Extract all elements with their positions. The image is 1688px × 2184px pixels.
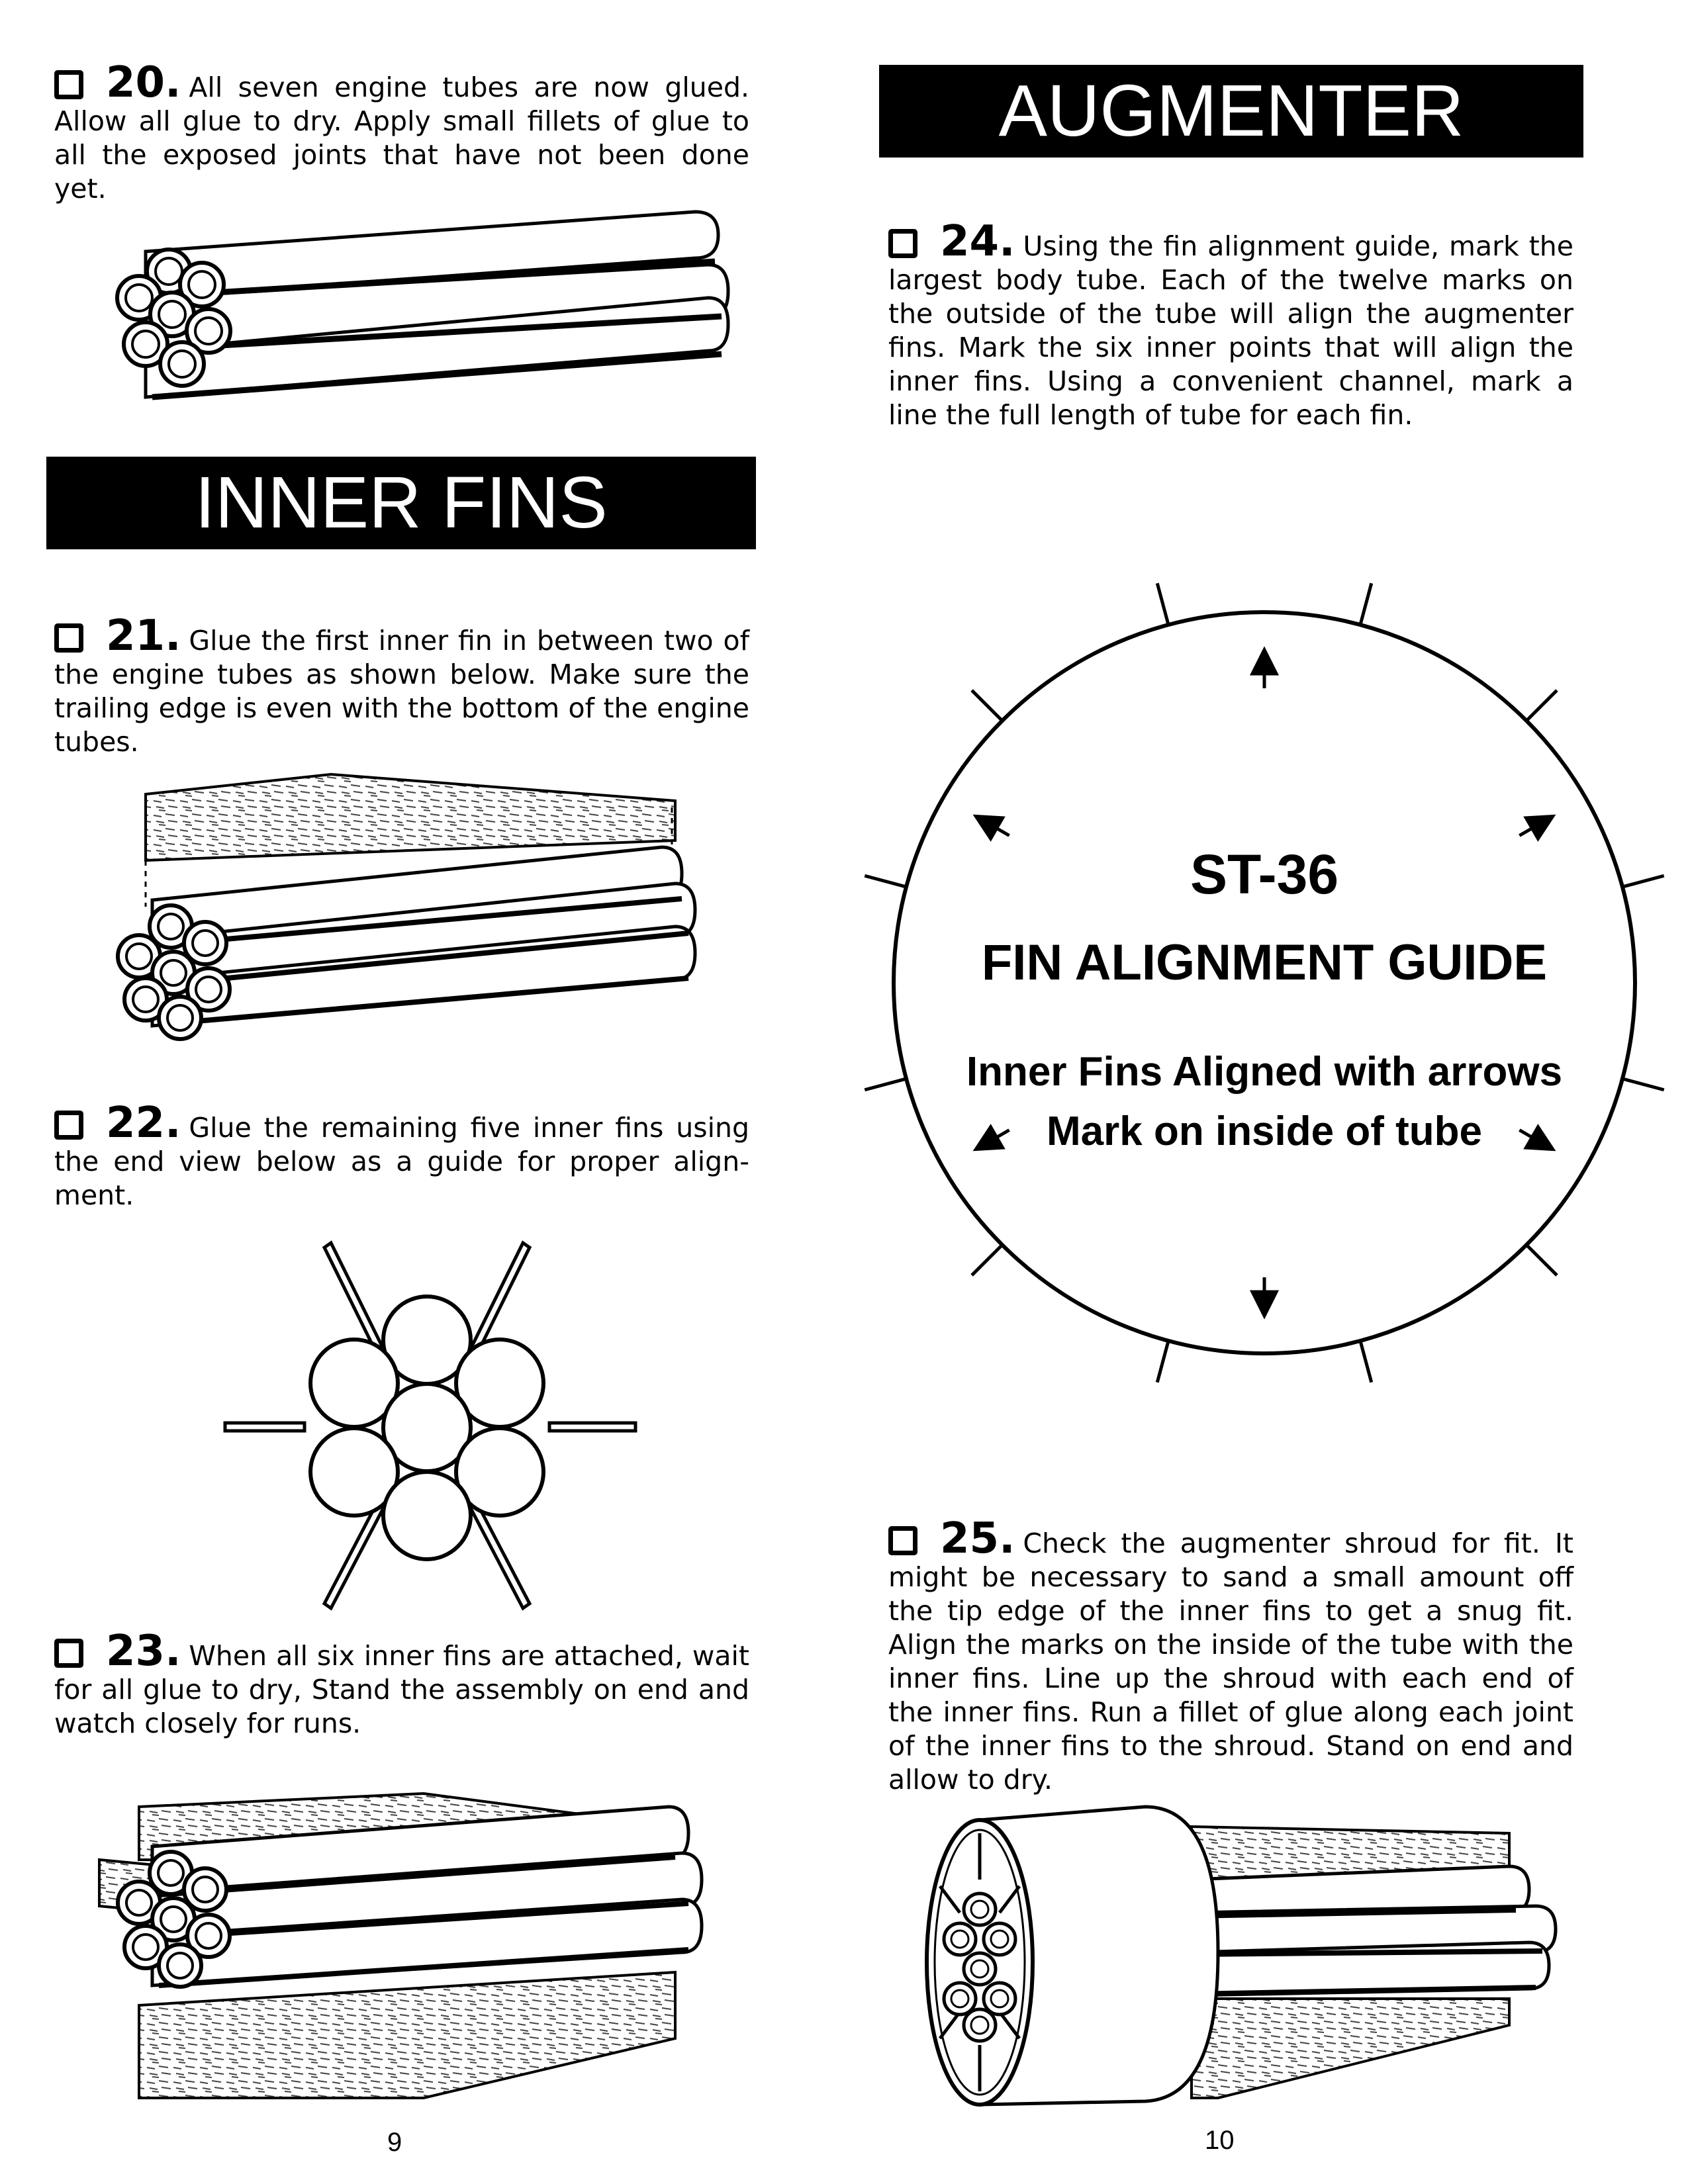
guide-line2: Mark on inside of tube [1047, 1109, 1482, 1154]
step-number: 23. [106, 1627, 181, 1676]
alignment-tick-mark [1360, 583, 1372, 625]
step-21 [54, 612, 749, 759]
checkbox-step-23[interactable] [54, 1639, 83, 1668]
checkbox-step-20[interactable] [54, 70, 83, 99]
alignment-tick-mark [972, 690, 1002, 721]
alignment-tick-mark [1157, 583, 1168, 625]
alignment-tick-mark [865, 1079, 906, 1090]
alignment-tick-mark [1360, 1341, 1372, 1383]
step-22 [54, 1099, 749, 1212]
step-text: All seven engine tubes are now glued. Allow all glue to dry. Apply small fillets of glue to all the exposed joints that have not been done yet. [54, 71, 749, 205]
step-text: Using the fin alignment guide, mark the largest body tube. Each of the twelve marks on the outside of the tube will align the augmenter fins. Mark the six inner points that will align the inner fins. Using a convenient channel, mark a line the full length of tube for each fin. [888, 230, 1573, 431]
guide-line1: Inner Fins Aligned with arrows [966, 1049, 1563, 1095]
guide-code: ST-36 [1190, 843, 1339, 905]
section-banner-augmenter: AUGMENTER [879, 65, 1583, 158]
guide-title: FIN ALIGNMENT GUIDE [981, 934, 1548, 991]
step-23 [54, 1627, 749, 1741]
step-number: 24. [940, 217, 1015, 266]
step-text: Glue the remaining five inner fins using the end view below as a guide for proper align-ment. [54, 1112, 749, 1211]
step-20 [54, 58, 749, 206]
step-text: Glue the first inner fin in between two of the engine tubes as shown below. Make sure the trailing edge is even with the bottom of the engine tubes. [54, 625, 749, 758]
fin-alignment-guide-diagram [854, 563, 1675, 1403]
inner-fin-placement-illustration [99, 768, 708, 1059]
step-25 [888, 1514, 1573, 1797]
alignment-tick-mark [1157, 1341, 1168, 1383]
step-text: When all six inner fins are attached, wait for all glue to dry, Stand the assembly on end and watch closely for runs. [54, 1640, 749, 1739]
inner-fin-end-view-diagram [212, 1238, 649, 1615]
alignment-tick-mark [865, 876, 906, 887]
page-number-right: 10 [1205, 2126, 1235, 2155]
checkbox-step-22[interactable] [54, 1111, 83, 1140]
checkbox-step-21[interactable] [54, 623, 83, 653]
step-24 [888, 217, 1573, 432]
page-number-left: 9 [387, 2128, 402, 2154]
step-text: Check the augmenter shroud for fit. It might be necessary to sand a small amount off the tip edge of the inner fins to get a snug fit. Align the marks on the inside of the tube with the inner fins. Line up the shroud with each end of the inner fins. Run a fillet of glue along each joint of the inner fins to the shroud. Stand on end and allow to dry. [888, 1527, 1573, 1796]
completed-inner-fin-assembly-illustration [93, 1787, 715, 2105]
step-number: 25. [940, 1514, 1015, 1563]
alignment-tick-mark [1622, 1079, 1664, 1090]
step-number: 22. [106, 1099, 181, 1148]
alignment-tick-mark [972, 1245, 1002, 1275]
step-number: 20. [106, 58, 181, 107]
alignment-tick-mark [1526, 690, 1557, 721]
checkbox-step-24[interactable] [888, 229, 917, 258]
checkbox-step-25[interactable] [888, 1526, 917, 1555]
alignment-tick-mark [1622, 876, 1664, 887]
engine-tube-cluster-illustration [99, 199, 735, 437]
step-number: 21. [106, 612, 181, 660]
section-banner-inner-fins: INNER FINS [46, 457, 756, 549]
augmenter-shroud-assembly-illustration [914, 1800, 1575, 2118]
alignment-tick-mark [1526, 1245, 1557, 1275]
